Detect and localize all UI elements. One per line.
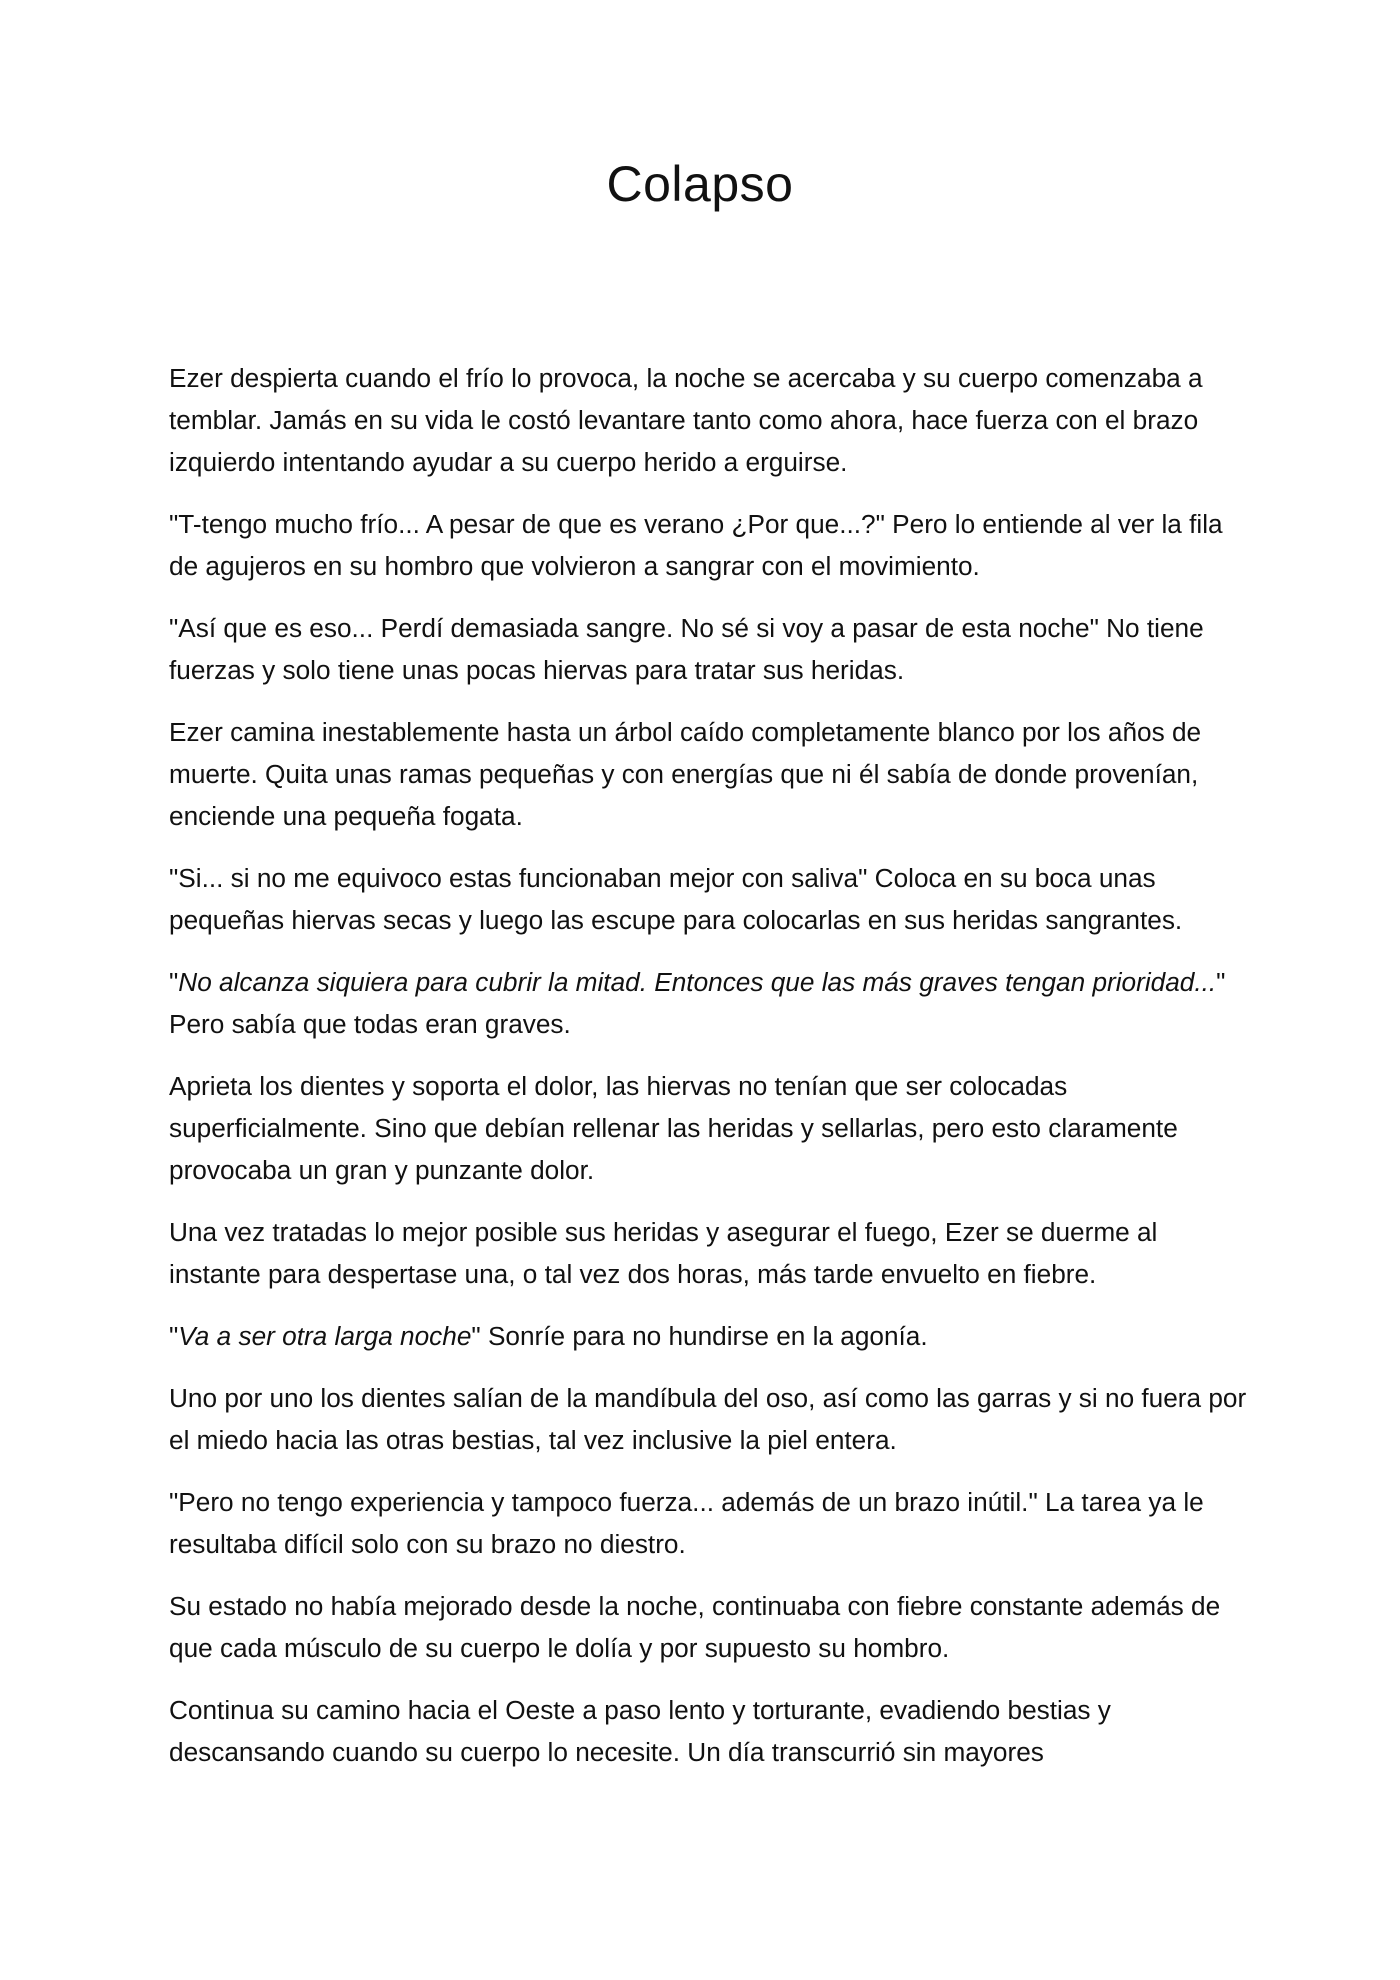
paragraph-italic-text: Va a ser otra larga noche (178, 1321, 472, 1351)
paragraph-text: Ezer despierta cuando el frío lo provoca, la noche se acercaba y su cuerpo comenzaba a temblar. Jamás en su vida le costó levantare tanto como ahora, hace fuerza con el brazo izquierdo intentando ayudar a su cuerpo herido a erguirse. (169, 363, 1203, 477)
paragraph (169, 857, 1249, 941)
paragraph (169, 711, 1249, 837)
paragraph (169, 357, 1249, 483)
paragraph (169, 1211, 1249, 1295)
paragraph (169, 1065, 1249, 1191)
paragraph-text: Continua su camino hacia el Oeste a paso lento y torturante, evadiendo bestias y descansando cuando su cuerpo lo necesite. Un día transcurrió sin mayores (169, 1695, 1111, 1767)
paragraph-italic-text: No alcanza siquiera para cubrir la mitad. Entonces que las más graves tengan prioridad... (178, 967, 1217, 997)
paragraph-text: "Si... si no me equivoco estas funcionaban mejor con saliva" Coloca en su boca unas pequeñas hiervas secas y luego las escupe para colocarlas en sus heridas sangrantes. (169, 863, 1183, 935)
paragraph-text: Uno por uno los dientes salían de la mandíbula del oso, así como las garras y si no fuera por el miedo hacia las otras bestias, tal vez inclusive la piel entera. (169, 1383, 1247, 1455)
paragraph-text: Aprieta los dientes y soporta el dolor, las hiervas no tenían que ser colocadas superficialmente. Sino que debían rellenar las heridas y sellarlas, pero esto claramente provocaba un gran y punzante dolor. (169, 1071, 1178, 1185)
paragraph (169, 1377, 1249, 1461)
paragraph-text: "Pero no tengo experiencia y tampoco fuerza... además de un brazo inútil." La tarea ya le resultaba difícil solo con su brazo no diestro. (169, 1487, 1204, 1559)
paragraph-text: "T-tengo mucho frío... A pesar de que es verano ¿Por que...?" Pero lo entiende al ver la fila de agujeros en su hombro que volvieron a sangrar con el movimiento. (169, 509, 1223, 581)
paragraph-text: " (169, 1321, 179, 1351)
paragraph (169, 1315, 1249, 1357)
paragraph-text: " Pero sabía que todas eran graves. (169, 967, 1226, 1039)
paragraph (169, 961, 1249, 1045)
paragraph (169, 1585, 1249, 1669)
page-title: Colapso (606, 156, 794, 212)
paragraph (169, 503, 1249, 587)
paragraph-text: Una vez tratadas lo mejor posible sus heridas y asegurar el fuego, Ezer se duerme al instante para despertase una, o tal vez dos horas, más tarde envuelto en fiebre. (169, 1217, 1158, 1289)
paragraph-text: " (169, 967, 179, 997)
paragraph (169, 1481, 1249, 1565)
paragraph (169, 607, 1249, 691)
paragraph (169, 1689, 1249, 1773)
paragraph-text: Ezer camina inestablemente hasta un árbol caído completamente blanco por los años de muerte. Quita unas ramas pequeñas y con energías que ni él sabía de donde provenían, enciende una pequeña fogata. (169, 717, 1202, 831)
document-body (169, 357, 1249, 1793)
paragraph-text: "Así que es eso... Perdí demasiada sangre. No sé si voy a pasar de esta noche" No tiene fuerzas y solo tiene unas pocas hiervas para tratar sus heridas. (169, 613, 1204, 685)
paragraph-text: Su estado no había mejorado desde la noche, continuaba con fiebre constante además de que cada músculo de su cuerpo le dolía y por supuesto su hombro. (169, 1591, 1221, 1663)
paragraph-text: " Sonríe para no hundirse en la agonía. (471, 1321, 928, 1351)
